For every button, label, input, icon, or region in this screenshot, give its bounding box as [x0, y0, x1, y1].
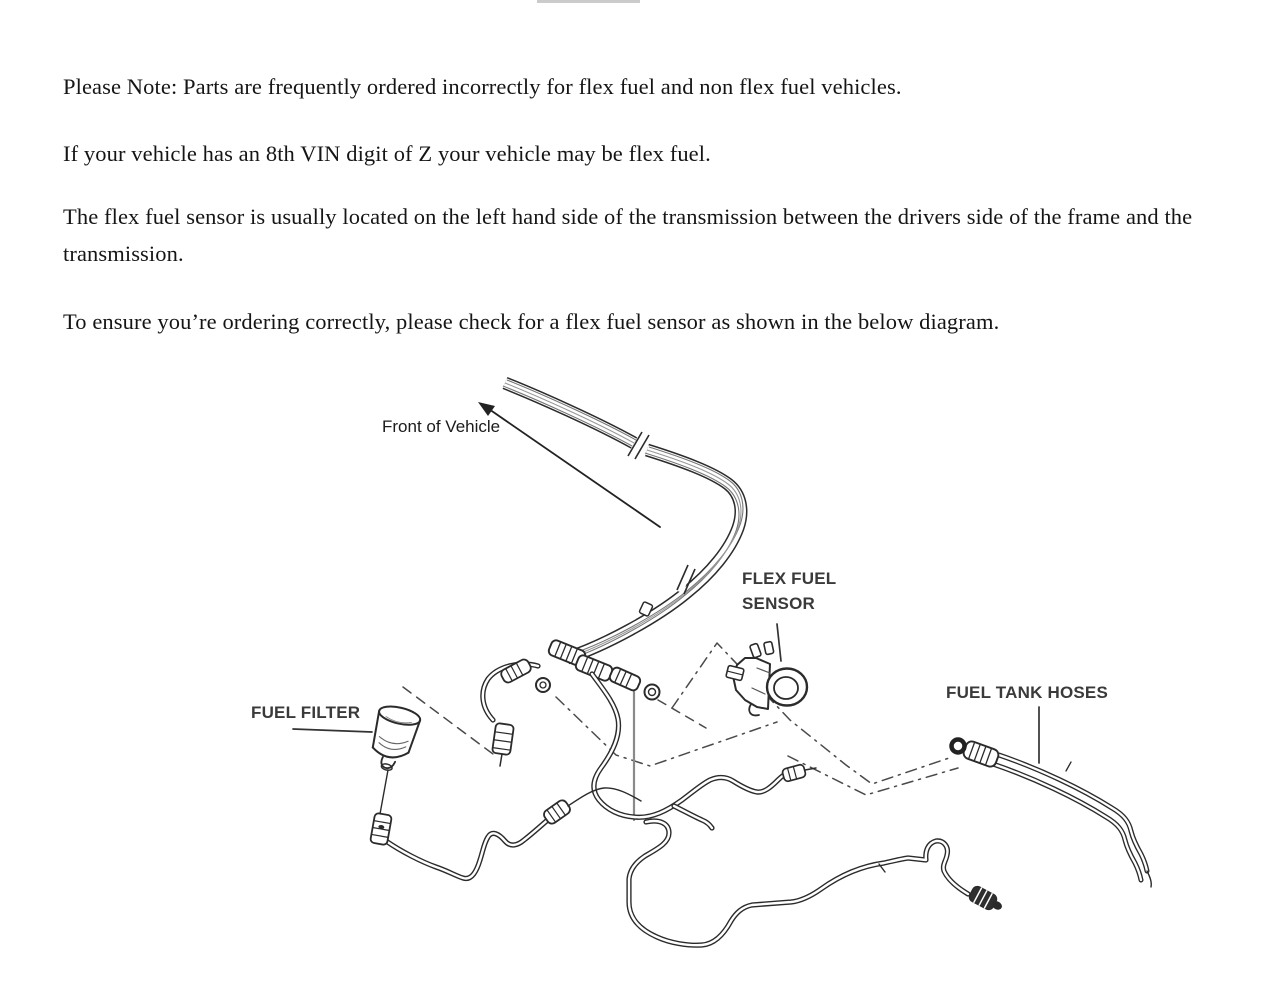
note-paragraph: The flex fuel sensor is usually located on the left hand side of the transmission between the drivers side of the frame and the transmission.: [63, 204, 1193, 266]
note-paragraph: To ensure you’re ordering correctly, please check for a flex fuel sensor as shown in the below diagram.: [63, 309, 1000, 334]
fuel-tank-hoses-part: [952, 740, 1152, 888]
note-paragraph: Please Note: Parts are frequently ordered incorrectly for flex fuel and non flex fuel vehicles.: [63, 74, 902, 99]
left-arc-hose: [483, 658, 550, 766]
hose-end-connector: [968, 885, 1006, 915]
fuel-line-bundle: [503, 380, 743, 661]
flex-fuel-sensor-label-line2: SENSOR: [742, 594, 815, 613]
tank-hose-connector: [962, 740, 1000, 769]
fuel-system-diagram: [0, 370, 1280, 989]
note-paragraph: If your vehicle has an 8th VIN digit of Z your vehicle may be flex fuel.: [63, 141, 711, 166]
flex-fuel-sensor-label-line1: FLEX FUEL: [742, 569, 837, 588]
frame-dash-lines: [403, 643, 958, 795]
lower-hook-hose: [629, 821, 1005, 945]
arc-hose-end-fitting: [492, 723, 514, 755]
front-of-vehicle-label: Front of Vehicle: [382, 417, 501, 436]
fuel-filter-part: [367, 703, 422, 845]
front-arrow: [478, 402, 660, 527]
sensor-leader-line: [777, 624, 781, 661]
fuel-tank-hoses-label: FUEL TANK HOSES: [946, 683, 1108, 702]
flex-fuel-sensor-part: [726, 641, 807, 715]
fuel-filter-leader-line: [293, 729, 372, 732]
fuel-filter-label: FUEL FILTER: [251, 703, 361, 722]
